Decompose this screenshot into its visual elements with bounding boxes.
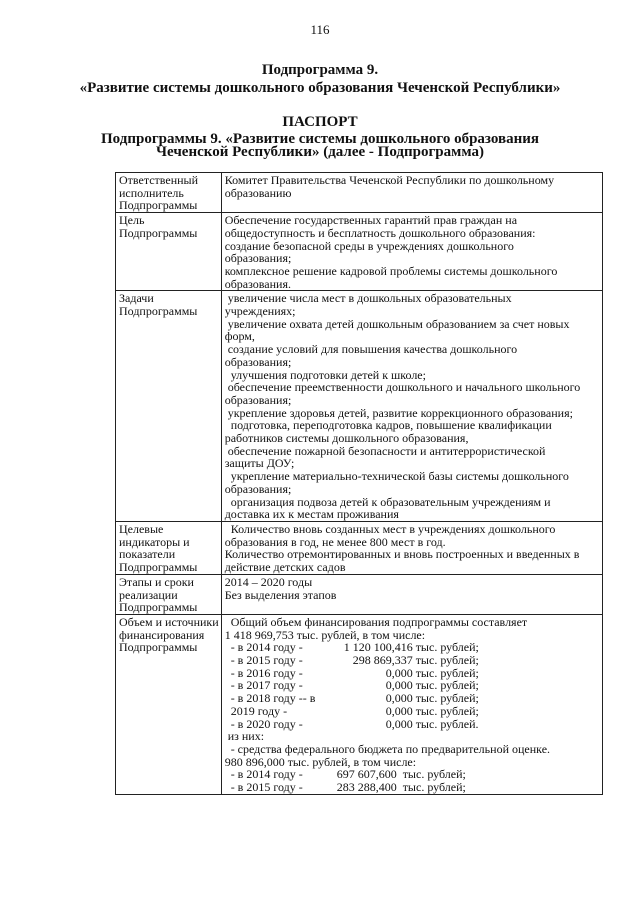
row-label-line: Ответственный: [119, 173, 199, 187]
row-value-line: образования;: [224, 481, 292, 496]
year-unit: тыс. рублей;: [412, 640, 479, 655]
row-value-line: действие детских садов: [224, 560, 346, 575]
row-label-line: Объем и источники: [119, 614, 219, 629]
row-label-line: Цель: [119, 213, 145, 228]
row-value-line: Количество вновь созданных мест в учреждениях дошкольного: [224, 521, 556, 536]
row-value-line: образования;: [224, 392, 292, 407]
year-unit: тыс. рублей;: [412, 678, 479, 693]
row-value-line: образования.: [224, 276, 291, 291]
finance-value-cell: [221, 614, 602, 794]
row-value-line: работников системы дошкольного образования,: [224, 431, 469, 446]
row-value-line: доставка их к местам проживания: [224, 507, 399, 522]
of-which: из них:: [224, 729, 265, 744]
row-value-line: учреждениях;: [224, 304, 296, 319]
row-value-line: образования;: [224, 251, 292, 266]
passport-heading: ПАСПОРТ: [282, 114, 358, 130]
finance-year-line: [225, 781, 600, 794]
row-value-cell: [221, 173, 602, 213]
row-value-line: общедоступность и бесплатность дошкольного образования:: [224, 225, 536, 240]
page-number: 116: [310, 22, 330, 37]
year-label: - в 2014 году -: [230, 640, 303, 655]
table-row: [116, 291, 603, 522]
finance-year-line: [225, 692, 600, 705]
row-label-cell: [116, 614, 222, 794]
table-row: [116, 213, 603, 291]
row-label-line: Подпрограммы: [119, 304, 198, 319]
row-value-line: подготовка, переподготовка кадров, повышение квалификации: [224, 418, 552, 433]
row-label-line: исполнитель: [119, 185, 184, 200]
row-value-line: улучшения подготовки детей к школе;: [224, 367, 426, 382]
year-unit: тыс. рублей;: [412, 665, 479, 680]
row-label-line: Подпрограммы: [119, 560, 198, 575]
table-row: [116, 173, 603, 213]
row-value-line: обеспечение преемственности дошкольного и начального школьного: [224, 380, 581, 395]
row-value-line: создание безопасной среды в учреждениях дошкольного: [224, 238, 514, 253]
row-label-line: Целевые: [119, 521, 164, 536]
year-label: 2019 году -: [230, 703, 288, 718]
year-unit: тыс. рублей;: [412, 703, 479, 718]
year-amount: 697 607,600: [336, 767, 397, 782]
row-label-cell: [116, 213, 222, 291]
year-amount: 1 120 100,416: [343, 640, 413, 655]
table-row: [116, 574, 603, 614]
row-value-line: укрепление материально-технической базы системы дошкольного: [224, 469, 569, 484]
row-value-line: обеспечение пожарной безопасности и антитеррористической: [224, 443, 546, 458]
year-label: - в 2016 году -: [230, 665, 303, 680]
finance-intro: Общий объем финансирования подпрограммы составляет: [224, 614, 528, 629]
subprogram-name: «Развитие системы дошкольного образования Чеченской Республики»: [79, 80, 561, 96]
passport-table: [115, 172, 603, 795]
row-label-cell: [116, 173, 222, 213]
row-label-cell: [116, 291, 222, 522]
year-unit: тыс. рублей;: [396, 767, 466, 782]
finance-total: 1 418 969,753 тыс. рублей, в том числе:: [224, 627, 426, 642]
passport-subtitle-2: Чеченской Республики» (далее - Подпрограмма): [156, 144, 484, 160]
row-value-line: создание условий для повышения качества дошкольного: [224, 342, 518, 357]
row-value-cell: [221, 521, 602, 574]
row-label-line: финансирования: [119, 627, 205, 642]
row-value-line: организация подвоза детей к образовательным учреждениям и: [224, 494, 551, 509]
row-label-line: реализации: [119, 587, 178, 602]
year-amount: 0,000: [385, 678, 413, 693]
year-amount: 0,000: [385, 665, 413, 680]
row-value-line: образования в год, не менее 800 мест в год.: [224, 534, 446, 549]
row-value-line: укрепление здоровья детей, развитие коррекционного образования;: [224, 405, 573, 420]
year-label: - в 2017 году -: [230, 678, 303, 693]
row-value-line: защиты ДОУ;: [224, 456, 295, 471]
row-value-line: форм,: [224, 329, 255, 344]
row-label-line: индикаторы и: [119, 534, 190, 549]
row-value-line: комплексное решение кадровой проблемы системы дошкольного: [224, 263, 558, 278]
row-value-line: Количество отремонтированных и вновь построенных и введенных в: [224, 547, 580, 562]
row-label-line: Подпрограммы: [119, 600, 198, 615]
year-label: - в 2020 году -: [230, 716, 303, 731]
row-value-cell: [221, 213, 602, 291]
row-value-line: образования;: [224, 354, 292, 369]
year-label: - в 2015 году -: [230, 653, 303, 668]
year-amount: 0,000: [385, 703, 413, 718]
year-unit: тыс. рублей;: [412, 691, 479, 706]
passport-subtitle-1: Подпрограммы 9. «Развитие системы дошкольного образования: [101, 131, 539, 147]
table-row-finance: [116, 614, 603, 794]
year-label: - в 2014 году -: [230, 767, 303, 782]
year-amount: 298 869,337: [352, 653, 413, 668]
year-unit: тыс. рублей.: [412, 716, 479, 731]
row-label-line: Этапы и сроки: [119, 574, 194, 589]
row-label-line: Подпрограммы: [119, 640, 198, 655]
federal-total: 980 896,000 тыс. рублей, в том числе:: [224, 754, 417, 769]
row-label-cell: [116, 521, 222, 574]
row-value-line: Обеспечение государственных гарантий прав граждан на: [224, 213, 518, 228]
row-value-cell: [221, 291, 602, 522]
year-amount: 0,000: [385, 691, 413, 706]
row-value-line: Комитет Правительства Чеченской Республики по дошкольному: [224, 173, 555, 187]
row-label-line: Задачи: [119, 291, 154, 306]
row-value-line: увеличение числа мест в дошкольных образовательных: [224, 291, 512, 306]
row-value-line: Без выделения этапов: [224, 587, 337, 602]
row-label-line: Подпрограммы: [119, 198, 198, 213]
finance-year-line: [225, 654, 600, 667]
subprogram-title: Подпрограмма 9.: [261, 62, 379, 78]
row-value-line: образованию: [224, 185, 292, 200]
row-value-line: 2014 – 2020 годы: [224, 574, 313, 589]
finance-year-line: [225, 718, 600, 731]
year-unit: тыс. рублей;: [412, 653, 479, 668]
finance-year-line: [225, 705, 600, 718]
row-label-line: Подпрограммы: [119, 225, 198, 240]
year-amount: 0,000: [385, 716, 413, 731]
year-amount: 283 288,400: [336, 780, 397, 795]
row-value-line: увеличение охвата детей дошкольным образованием за счет новых: [224, 316, 570, 331]
table-row: [116, 521, 603, 574]
row-label-line: показатели: [119, 547, 176, 562]
year-unit: тыс. рублей;: [396, 780, 466, 795]
federal-budget-line: - средства федерального бюджета по предварительной оценке.: [224, 741, 551, 756]
year-label: - в 2015 году -: [230, 780, 303, 795]
year-label: - в 2018 году -- в: [230, 691, 316, 706]
row-value-cell: [221, 574, 602, 614]
row-label-cell: [116, 574, 222, 614]
